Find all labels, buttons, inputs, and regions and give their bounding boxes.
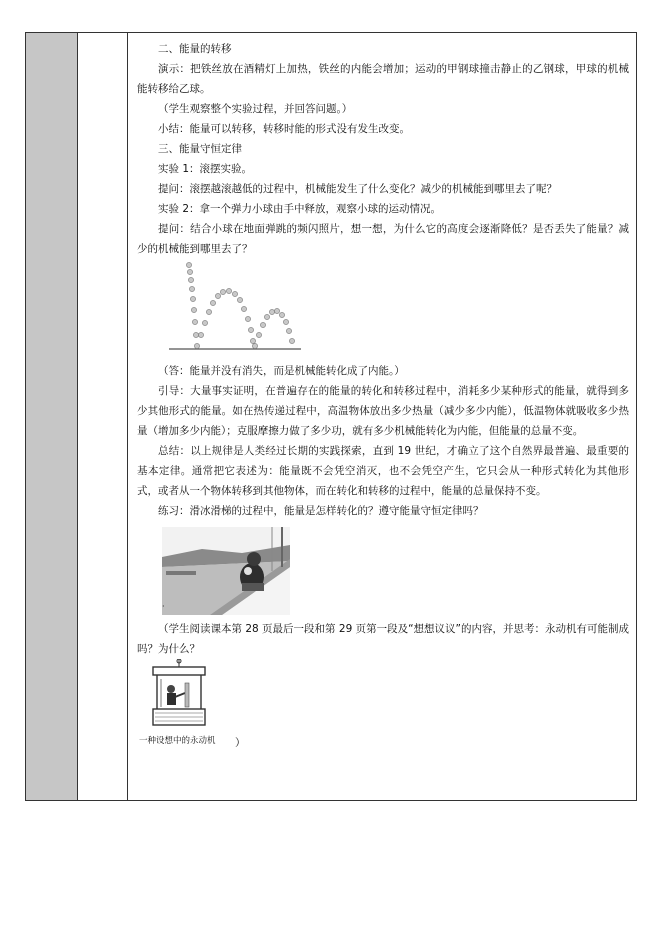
question-2: 提问：结合小球在地面弹跳的频闪照片，想一想，为什么它的高度会逐渐降低？是否丢失了能量？减少的机械能到哪里去了？ — [137, 223, 629, 255]
answer-note: （答：能量并没有消失，而是机械能转化成了内能。） — [158, 365, 405, 377]
bouncing-ball-photo — [165, 259, 305, 359]
lesson-table — [25, 32, 637, 801]
machine-caption: 一种设想中的永动机 — [139, 736, 216, 746]
perpetual-motion-machine-drawing — [141, 659, 221, 731]
question-1: 提问：滚摆越滚越低的过程中，机械能发生了什么变化？减少的机械能到哪里去了呢？ — [158, 183, 557, 195]
summary-paragraph: 小结：能量可以转移，转移时能的形式没有发生改变。 — [158, 123, 410, 135]
practice-question: 练习：滑冰滑梯的过程中，能量是怎样转化的？遵守能量守恒定律吗？ — [158, 505, 484, 517]
lesson-content — [129, 33, 637, 800]
conclusion-paragraph: 总结：以上规律是人类经过长期的实践探索，直到 19 世纪，才确立了这个自然界最普遍、最重要的基本定律。通常把它表述为：能量既不会凭空消灭，也不会凭空产生，它只会从一种形式转化为其他形式，或者从一个物体转移到其他物体，而在转化和转移的过程中，能量的总量保持不变。 — [137, 445, 629, 497]
demo-paragraph: 演示：把铁丝放在酒精灯上加热，铁丝的内能会增加；运动的甲钢球撞击静止的乙钢球，甲球的机械能转移给乙球。 — [137, 63, 629, 95]
closing-parenthesis: ） — [235, 737, 246, 749]
reading-task: （学生阅读课本第 28 页最后一段和第 29 页第一段及“想想议议”的内容，并思考：永动机有可能制成吗？为什么？ — [137, 623, 629, 655]
empty-column — [78, 33, 128, 800]
experiment-1: 实验 1：滚摆实验。 — [158, 163, 253, 175]
bouncing-ball-figure — [165, 259, 629, 361]
heading-energy-conservation: 三、能量守恒定律 — [158, 143, 242, 155]
slide-mark: · — [162, 602, 165, 611]
shaded-column — [26, 33, 78, 800]
ice-slide-photo — [162, 527, 290, 615]
observe-note: （学生观察整个实验过程，并回答问题。） — [158, 103, 353, 115]
perpetual-motion-figure — [139, 659, 629, 753]
experiment-2: 实验 2：拿一个弹力小球由手中释放，观察小球的运动情况。 — [158, 203, 442, 215]
heading-energy-transfer: 二、能量的转移 — [158, 43, 232, 55]
ice-slide-figure — [162, 527, 629, 619]
guide-paragraph: 引导：大量事实证明，在普遍存在的能量的转化和转移过程中，消耗多少某种形式的能量，就得到多少其他形式的能量。如在热传递过程中，高温物体放出多少热量（减少多少内能），低温物体就吸收多少热量（增加多少内能）；克服摩擦力做了多少功，就有多少机械能转化为内能，但能量的总量不变。 — [137, 385, 629, 437]
